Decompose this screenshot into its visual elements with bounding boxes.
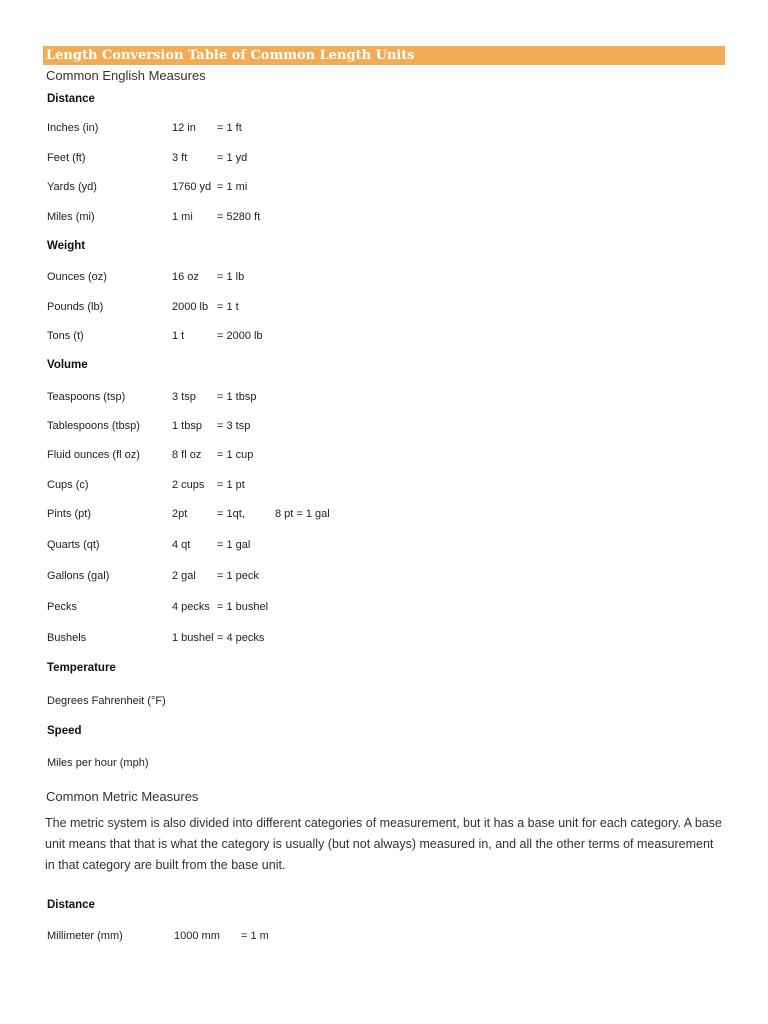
unit-name: Feet (ft) <box>47 152 86 164</box>
unit-name: Gallons (gal) <box>47 570 110 582</box>
unit-equivalent: = 1 t <box>217 301 239 313</box>
unit-amount: 2 gal <box>172 570 196 582</box>
unit-amount: 4 pecks <box>172 601 210 613</box>
unit-name: Millimeter (mm) <box>47 930 123 942</box>
unit-name: Yards (yd) <box>47 181 97 193</box>
unit-name: Pints (pt) <box>47 508 92 520</box>
unit-extra-equivalent: 8 pt = 1 gal <box>275 508 330 520</box>
unit-amount: 1 t <box>172 330 185 342</box>
section-heading-distance: Distance <box>47 93 95 105</box>
unit-name: Cups (c) <box>47 479 89 491</box>
section-heading-metric-distance: Distance <box>47 899 95 911</box>
unit-name: Tablespoons (tbsp) <box>47 420 140 432</box>
unit-name: Quarts (qt) <box>47 539 100 551</box>
unit-equivalent: = 1 m <box>241 930 269 942</box>
unit-amount: 16 oz <box>172 271 199 283</box>
unit-equivalent: = 1 lb <box>217 271 245 283</box>
unit-amount: 1 tbsp <box>172 420 202 432</box>
unit-name: Inches (in) <box>47 122 99 134</box>
unit-name: Ounces (oz) <box>47 271 107 283</box>
unit-amount: 2pt <box>172 508 188 520</box>
section-heading-temperature: Temperature <box>47 662 116 674</box>
unit-amount: 8 fl oz <box>172 449 202 461</box>
unit-equivalent: = 1 ft <box>217 122 242 134</box>
unit-name: Pounds (lb) <box>47 301 104 313</box>
unit-name: Teaspoons (tsp) <box>47 391 126 403</box>
unit-name: Miles (mi) <box>47 211 95 223</box>
unit-equivalent: = 1 cup <box>217 449 254 461</box>
unit-amount: 1 mi <box>172 211 193 223</box>
metric-measures-heading: Common Metric Measures <box>46 789 199 804</box>
unit-name: Degrees Fahrenheit (°F) <box>47 695 166 707</box>
section-heading-weight: Weight <box>47 240 86 252</box>
unit-amount: 1000 mm <box>174 930 220 942</box>
unit-equivalent: = 1qt, <box>217 508 245 520</box>
unit-equivalent: = 1 gal <box>217 539 251 551</box>
unit-equivalent: = 1 tbsp <box>217 391 257 403</box>
unit-equivalent: = 4 pecks <box>217 632 265 644</box>
unit-name: Miles per hour (mph) <box>47 757 149 769</box>
unit-amount: 12 in <box>172 122 196 134</box>
unit-equivalent: = 3 tsp <box>217 420 251 432</box>
english-measures-heading: Common English Measures <box>46 68 206 83</box>
unit-name: Fluid ounces (fl oz) <box>47 449 140 461</box>
unit-equivalent: = 1 yd <box>217 152 248 164</box>
unit-equivalent: = 5280 ft <box>217 211 261 223</box>
metric-description: The metric system is also divided into different categories of measurement, but it has a base unit for each category. A base unit means that that is what the category is usually (but not always) measured in, and all the other terms of measurement in that category are built from the base unit. <box>45 816 722 872</box>
unit-amount: 3 tsp <box>172 391 196 403</box>
unit-name: Bushels <box>47 632 87 644</box>
unit-equivalent: = 2000 lb <box>217 330 263 342</box>
unit-name: Pecks <box>47 601 77 613</box>
section-heading-speed: Speed <box>47 725 82 737</box>
unit-equivalent: = 1 pt <box>217 479 245 491</box>
unit-amount: 3 ft <box>172 152 188 164</box>
unit-amount: 2000 lb <box>172 301 209 313</box>
unit-equivalent: = 1 bushel <box>217 601 269 613</box>
unit-amount: 1 bushel <box>172 632 214 644</box>
unit-equivalent: = 1 peck <box>217 570 259 582</box>
unit-name: Tons (t) <box>47 330 84 342</box>
unit-amount: 1760 yd <box>172 181 212 193</box>
page-title: Length Conversion Table of Common Length Units <box>43 46 725 65</box>
unit-equivalent: = 1 mi <box>217 181 248 193</box>
section-heading-volume: Volume <box>47 359 88 371</box>
unit-amount: 2 cups <box>172 479 205 491</box>
unit-amount: 4 qt <box>172 539 191 551</box>
